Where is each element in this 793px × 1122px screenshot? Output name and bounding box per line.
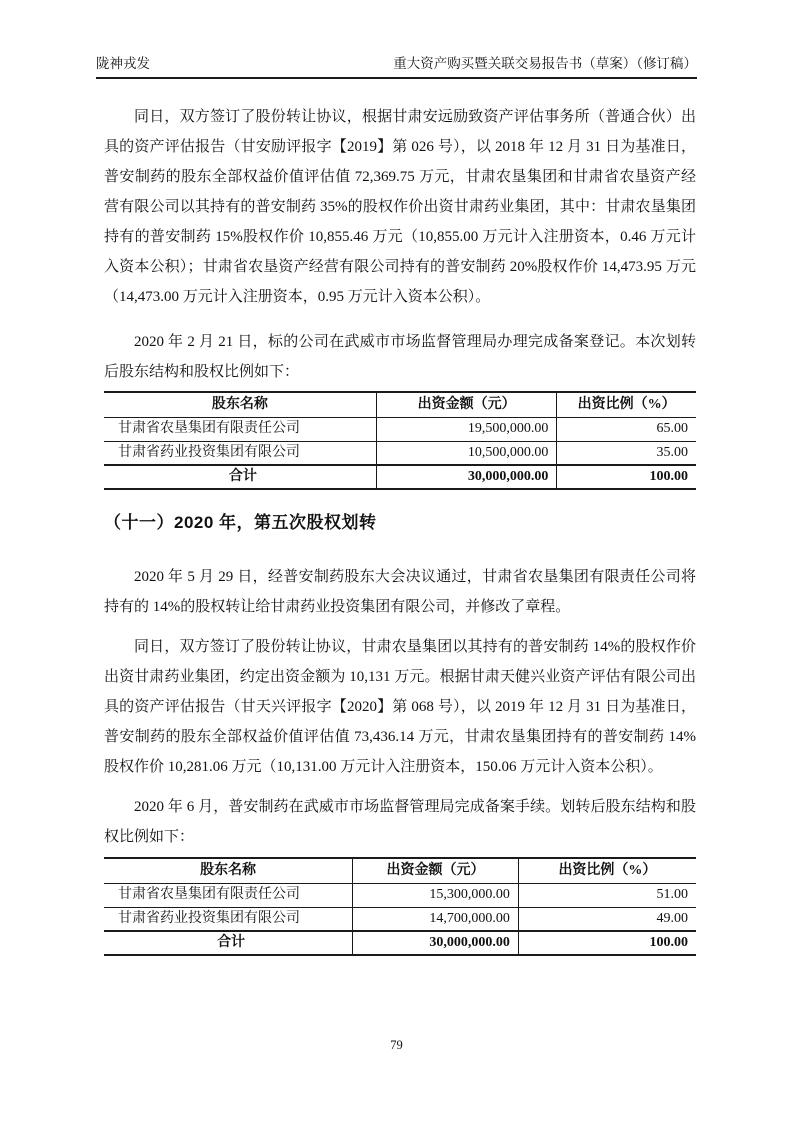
shareholder-name: 甘肃省农垦集团有限责任公司 [104,417,376,441]
running-header [96,52,697,79]
column-header-ratio: 出资比例（%） [518,858,696,883]
contribution-ratio: 49.00 [518,907,696,931]
contribution-amount: 10,500,000.00 [376,441,557,465]
column-header-shareholder: 股东名称 [104,858,353,883]
column-header-ratio: 出资比例（%） [557,392,696,417]
page-content [104,80,696,956]
contribution-amount: 19,500,000.00 [376,417,557,441]
table-row [104,907,696,931]
paragraph-resolution-2020-05: 2020 年 5 月 29 日，经普安制药股东大会决议通过，甘肃省农垦集团有限责任公司将持有的 14%的股权转让给甘肃药业投资集团有限公司，并修改了章程。 [104,569,696,615]
total-ratio: 100.00 [518,931,696,955]
column-header-amount: 出资金额（元） [376,392,557,417]
table-row [104,417,696,441]
table-total-row [104,465,696,489]
contribution-amount: 14,700,000.00 [353,907,519,931]
column-header-shareholder: 股东名称 [104,392,376,417]
contribution-ratio: 35.00 [557,441,696,465]
shareholder-table-after-transfer [104,857,696,956]
table-header-row [104,858,696,883]
section-heading-eleven: （十一）2020 年，第五次股权划转 [104,513,377,532]
header-document-title: 重大资产购买暨关联交易报告书（草案）（修订稿） [393,56,697,71]
total-label: 合计 [104,931,353,955]
shareholder-table-2020 [104,391,696,490]
total-label: 合计 [104,465,376,489]
column-header-amount: 出资金额（元） [353,858,519,883]
total-amount: 30,000,000.00 [353,931,519,955]
table-row [104,441,696,465]
paragraph-registration-2020-06: 2020 年 6 月，普安制药在武威市市场监督管理局完成备案手续。划转后股东结构和股权比例如下： [104,799,696,845]
contribution-amount: 15,300,000.00 [353,883,519,907]
paragraph-share-transfer-2020: 同日，双方签订了股份转让协议，甘肃农垦集团以其持有的普安制药 14%的股权作价出资甘肃药业集团，约定出资金额为 10,131 万元。根据甘肃天健兴业资产评估有限公司出具的资产评估报告（甘天兴评报字【2020】第 068 号），以 2019 年 12 月 31 日为基准日，普安制药的股东全部权益价值评估值 73,436.14 万元，甘肃农垦集团持有的普安制药 14%股权作价 10,281.06 万元（10,131.00 万元计入注册资本，150.06 万元计入资本公积）。 [104,639,696,775]
table-header-row [104,392,696,417]
total-amount: 30,000,000.00 [376,465,557,489]
contribution-ratio: 65.00 [557,417,696,441]
header-company-name: 陇神戎发 [96,56,150,71]
contribution-ratio: 51.00 [518,883,696,907]
shareholder-name: 甘肃省药业投资集团有限公司 [104,441,376,465]
paragraph-registration-2020-02: 2020 年 2 月 21 日，标的公司在武威市市场监督管理局办理完成备案登记。本次划转后股东结构和股权比例如下： [104,334,696,380]
total-ratio: 100.00 [557,465,696,489]
table-total-row [104,931,696,955]
table-row [104,883,696,907]
page-number: 79 [390,1038,403,1052]
shareholder-name: 甘肃省农垦集团有限责任公司 [104,883,353,907]
paragraph-share-transfer-2019: 同日，双方签订了股份转让协议，根据甘肃安远励致资产评估事务所（普通合伙）出具的资产评估报告（甘安励评报字【2019】第 026 号），以 2018 年 12 月 31 日为基准日，普安制药的股东全部权益价值评估值 72,369.75 万元，甘肃农垦集团和甘肃省农垦资产经营有限公司以其持有的普安制药 35%的股权作价出资甘肃药业集团，其中：甘肃农垦集团持有的普安制药 15%股权作价 10,855.46 万元（10,855.00 万元计入注册资本，0.46 万元计入资本公积）；甘肃省农垦资产经营有限公司持有的普安制药 20%股权作价 14,473.95 万元（14,473.00 万元计入注册资本，0.95 万元计入资本公积）。 [104,109,696,305]
shareholder-name: 甘肃省药业投资集团有限公司 [104,907,353,931]
